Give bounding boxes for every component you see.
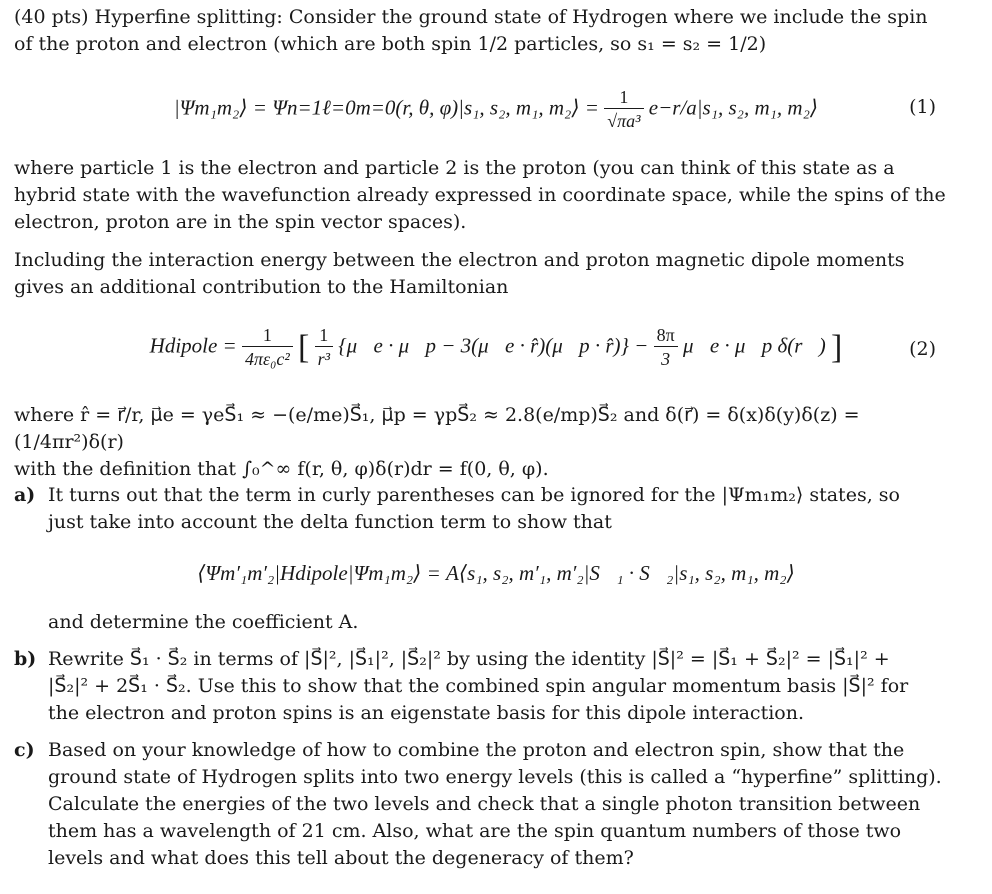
text-line: where r̂ = r⃗/r, μ⃗e = γeS⃗₁ ≈ −(e/me)S⃗₁, μ⃗p = γpS⃗₂ ≈ 2.8(e/mp)S⃗₂ and δ(r⃗) = δ(x)δ(y)δ(z) = (1/4πr²)δ(r) bbox=[14, 404, 860, 453]
text-line: hybrid state with the wavefunction already expressed in coordinate space, while the spins of the bbox=[14, 184, 946, 206]
part-b-label: b) bbox=[14, 648, 37, 670]
part-b bbox=[14, 646, 970, 727]
eq2-middle: {μ⃗e · μ⃗p − 3(μ⃗e · r̂)(μ⃗p · r̂)} − bbox=[338, 333, 649, 358]
eq2-frac2-den: r³ bbox=[317, 349, 330, 369]
equation-2 bbox=[0, 318, 992, 384]
text-line: with the definition that ∫₀^∞ f(r, θ, φ)δ(r)dr = f(0, θ, φ). bbox=[14, 458, 549, 480]
text-line: Based on your knowledge of how to combine the proton and electron spin, show that the bbox=[48, 739, 905, 761]
part-c bbox=[14, 737, 970, 872]
eq2-lhs: Hdipole = bbox=[149, 333, 237, 358]
text-line: and determine the coefficient A. bbox=[48, 611, 359, 633]
matrix-element-equation: ⟨Ψm′₁m′₂|Hdipole|Ψm₁m₂⟩ = A⟨s₁, s₂, m′₁, m′₂|S⃗₁ · S⃗₂|s₁, s₂, m₁, m₂⟩ bbox=[197, 561, 795, 585]
eq1-fraction bbox=[604, 86, 643, 133]
problem-intro bbox=[14, 4, 970, 58]
eq1-frac-den: √πa³ bbox=[607, 111, 641, 131]
part-a bbox=[14, 482, 970, 536]
paragraph-particles bbox=[14, 155, 970, 236]
text-line: Calculate the energies of the two levels and check that a single photon transition between bbox=[48, 793, 921, 815]
left-bracket: [ bbox=[298, 329, 310, 366]
eq2-fraction-2 bbox=[315, 324, 333, 371]
text-line: where particle 1 is the electron and particle 2 is the proton (you can think of this state as a bbox=[14, 157, 895, 179]
eq2-frac1-den: 4πε₀c² bbox=[244, 349, 290, 369]
text-line: It turns out that the term in curly parentheses can be ignored for the |Ψm₁m₂⟩ states, so bbox=[48, 484, 900, 506]
eq2-frac3-num: 8π bbox=[654, 324, 678, 347]
intro-line: (40 pts) Hyperfine splitting: Consider the ground state of Hydrogen where we include the spin bbox=[14, 6, 928, 28]
text-line: just take into account the delta function term to show that bbox=[48, 511, 612, 533]
text-line: levels and what does this tell about the degeneracy of them? bbox=[48, 847, 634, 869]
eq2-rhs: μ⃗e · μ⃗p δ(r⃗) bbox=[682, 333, 826, 358]
text-line: Rewrite S⃗₁ · S⃗₂ in terms of |S⃗|², |S⃗₁|², |S⃗₂|² by using the identity |S⃗|² = |S⃗₁ + S⃗₂|² = |S⃗₁|² + bbox=[48, 648, 890, 670]
eq1-rhs: e−r/a|s₁, s₂, m₁, m₂⟩ bbox=[648, 95, 819, 120]
part-a-label: a) bbox=[14, 484, 36, 506]
equation-number: (2) bbox=[909, 338, 936, 360]
eq2-frac2-num: 1 bbox=[315, 324, 333, 347]
eq1-lhs: |Ψm₁m₂⟩ = Ψn=1ℓ=0m=0(r, θ, φ)|s₁, s₂, m₁, m₂⟩ = bbox=[173, 95, 599, 120]
text-line: them has a wavelength of 21 cm. Also, what are the spin quantum numbers of those two bbox=[48, 820, 902, 842]
right-bracket: ] bbox=[831, 329, 843, 366]
intro-line: of the proton and electron (which are both spin 1/2 particles, so s₁ = s₂ = 1/2) bbox=[14, 33, 767, 55]
eq1-frac-num: 1 bbox=[604, 86, 643, 109]
equation-1 bbox=[0, 78, 992, 138]
eq2-frac1-num: 1 bbox=[242, 324, 293, 347]
paragraph-definitions bbox=[14, 402, 970, 483]
part-c-label: c) bbox=[14, 739, 35, 761]
text-line: electron, proton are in the spin vector spaces). bbox=[14, 211, 467, 233]
text-line: ground state of Hydrogen splits into two energy levels (this is called a “hyperfine” splitting). bbox=[48, 766, 942, 788]
eq2-frac3-den: 3 bbox=[661, 349, 671, 369]
text-line: gives an additional contribution to the Hamiltonian bbox=[14, 276, 509, 298]
text-line: |S⃗₂|² + 2S⃗₁ · S⃗₂. Use this to show that the combined spin angular momentum basis |S⃗|² for bbox=[48, 675, 909, 697]
equation-number: (1) bbox=[909, 96, 936, 118]
text-line: the electron and proton spins is an eigenstate basis for this dipole interaction. bbox=[48, 702, 804, 724]
part-a-continued bbox=[14, 609, 970, 636]
eq2-fraction-3 bbox=[654, 324, 678, 371]
text-line: Including the interaction energy between the electron and proton magnetic dipole moments bbox=[14, 249, 905, 271]
paragraph-interaction bbox=[14, 247, 970, 301]
eq2-fraction-1 bbox=[242, 324, 293, 371]
part-a-equation bbox=[0, 560, 992, 592]
